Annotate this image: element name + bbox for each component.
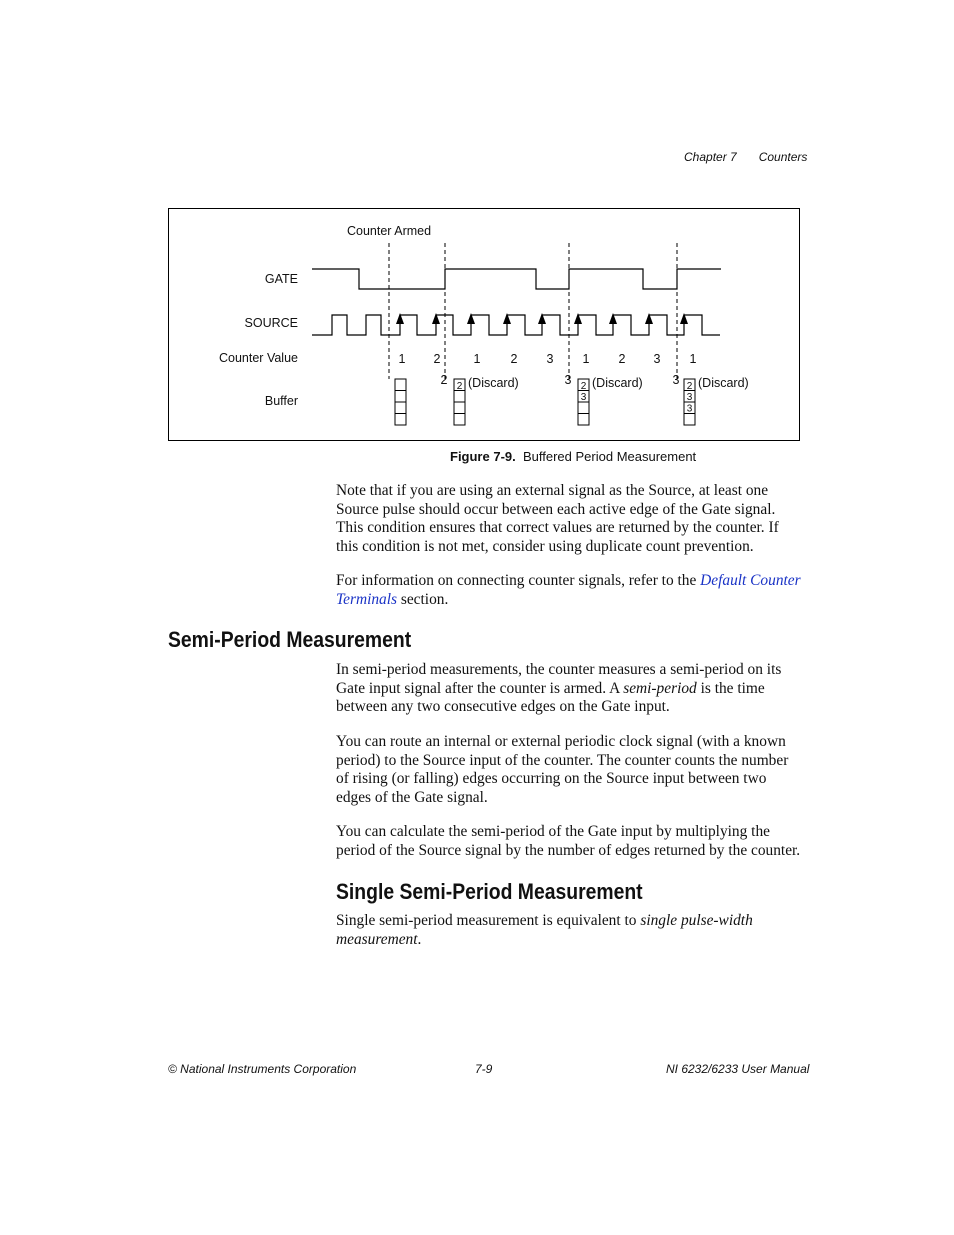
- paragraph-external-source-note: Note that if you are using an external signal as the Source, at least one Source pulse should occur between each active edge of the Gate signal. This condition ensures that correct values are returned by the counter. If this condition is not met, consider using duplicate count prevention.: [336, 482, 779, 555]
- para2-after: section.: [397, 590, 449, 608]
- counter-value-8: 3: [653, 352, 661, 366]
- buffer-3-cell-1: 2: [580, 381, 587, 392]
- paragraph-single-semi-period: [336, 912, 802, 949]
- para6-after: .: [417, 930, 422, 948]
- buffer-2-cell-1: 2: [456, 381, 463, 392]
- para3-em: semi-period: [623, 679, 697, 697]
- discard-label-2: (Discard): [592, 376, 643, 390]
- buffer-2: [454, 379, 465, 425]
- counter-value-3: 1: [473, 352, 481, 366]
- buffer-label: Buffer: [264, 394, 298, 408]
- counter-value-7: 2: [618, 352, 626, 366]
- buffer-4-cell-1: 2: [686, 381, 693, 392]
- subsection-heading-single-semi-period: Single Semi-Period Measurement: [336, 879, 643, 904]
- figure-title: Buffered Period Measurement: [522, 449, 697, 464]
- timing-diagram: [169, 209, 799, 440]
- gate-label: GATE: [264, 272, 298, 286]
- counter-value-1: 1: [398, 352, 406, 366]
- paragraph-connecting-signals: [336, 572, 802, 609]
- counter-value-label: Counter Value: [219, 351, 298, 365]
- figure-caption: [450, 449, 696, 464]
- footer-page-number: 7-9: [475, 1062, 493, 1076]
- counter-value-9: 1: [689, 352, 697, 366]
- para3-after: is the time between any two consecutive edges on the Gate input.: [336, 679, 765, 716]
- default-counter-terminals-link[interactable]: Default Counter Terminals: [336, 572, 801, 608]
- counter-value-4: 2: [510, 352, 518, 366]
- para6-before: Single semi-period measurement is equivalent to: [336, 912, 641, 929]
- buffer-4: [684, 379, 695, 425]
- header-chapter: Chapter 7: [684, 150, 737, 164]
- latched-value-3: 3: [672, 373, 680, 387]
- latched-value-1: 2: [440, 373, 448, 387]
- gate-waveform: [312, 269, 721, 289]
- buffer-3: [578, 379, 589, 425]
- counter-values: [399, 352, 697, 366]
- buffer-1: [395, 379, 406, 425]
- discard-label-3: (Discard): [698, 376, 749, 390]
- paragraph-semi-period-definition: [336, 661, 802, 717]
- counter-value-5: 3: [546, 352, 554, 366]
- para2-before: For information on connecting counter signals, refer to the: [336, 572, 701, 589]
- source-label: SOURCE: [244, 316, 298, 330]
- footer-copyright: © National Instruments Corporation: [168, 1062, 357, 1076]
- buffer-3-cell-2: 3: [580, 392, 587, 403]
- counter-value-6: 1: [582, 352, 590, 366]
- timing-diagram-figure: [168, 208, 800, 441]
- footer-manual-title: NI 6232/6233 User Manual: [666, 1062, 810, 1076]
- paragraph-calculate-semi-period: You can calculate the semi-period of the Gate input by multiplying the period of the Source signal by the number of edges returned by the counter.: [336, 823, 801, 859]
- figure-number: Figure 7-9.: [450, 449, 516, 464]
- counter-value-2: 2: [433, 352, 441, 366]
- counter-armed-label: Counter Armed: [347, 224, 432, 238]
- section-heading-semi-period: Semi-Period Measurement: [168, 627, 412, 652]
- buffer-4-cell-3: 3: [686, 403, 693, 415]
- buffer-4-cell-2: 3: [686, 392, 693, 403]
- latched-value-2: 3: [564, 373, 572, 387]
- para6-em: single pulse-width measurement: [336, 912, 753, 948]
- page-header: [684, 150, 807, 164]
- paragraph-route-clock: You can route an internal or external periodic clock signal (with a known period) to the Source input of the counter. The counter counts the number of rising (or falling) edges occurring on the Source input between two edges of the Gate signal.: [336, 733, 789, 806]
- para3-before: In semi-period measurements, the counter measures a semi-period on its Gate input signal after the counter is armed. A: [336, 661, 782, 697]
- source-waveform: [312, 315, 720, 335]
- discard-label-1: (Discard): [468, 376, 519, 390]
- header-section: Counters: [758, 150, 808, 164]
